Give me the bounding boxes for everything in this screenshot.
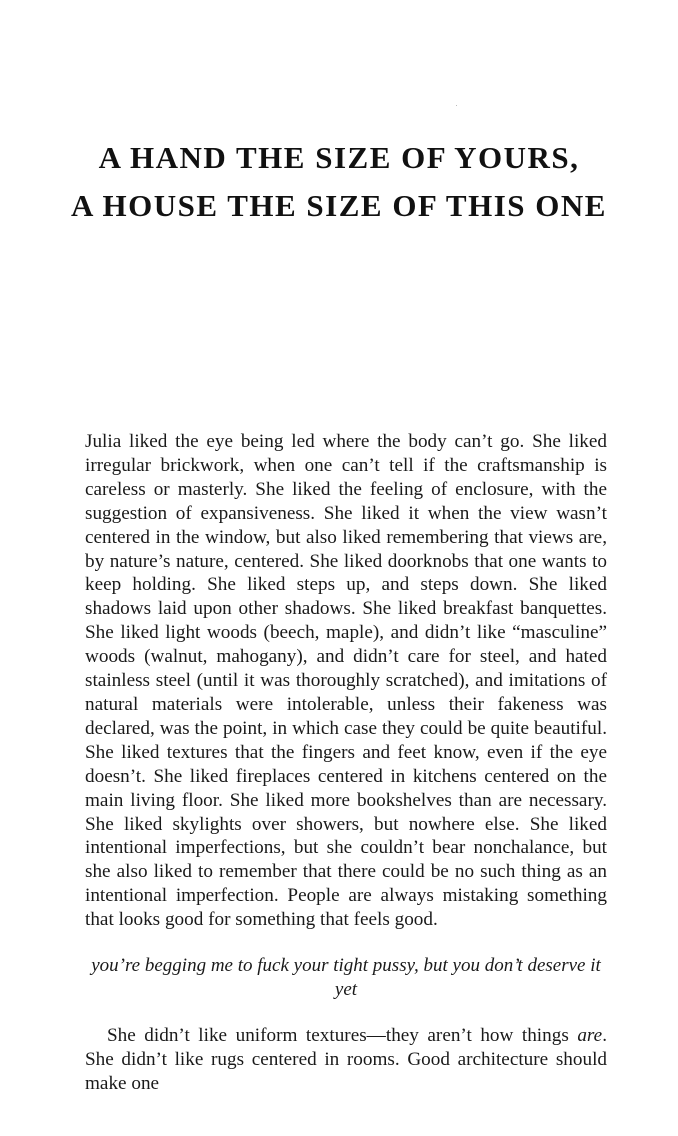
body-paragraph-1: Julia liked the eye being led where the body can’t go. She liked irregular brickwork, when one can’t tell if the craftsmanship is careless or masterly. She liked the feeling of enclosure, with the suggestion of expansiveness. She liked it when the view wasn’t centered in the window, but also liked remembering that views are, by nature’s nature, centered. She liked doorknobs that one wants to keep holding. She liked steps up, and steps down. She liked shadows laid upon other shadows. She liked breakfast banquettes. She liked light woods (beech, maple), and didn’t like “masculine” woods (walnut, mahogany), and didn’t care for steel, and hated stainless steel (until it was thoroughly scratched), and imitations of natural materials were intolerable, unless their fakeness was declared, was the point, in which case they could be quite beautiful. She liked textures that the fingers and feet know, even if the eye doesn’t. She liked fireplaces centered in kitchens centered on the main living floor. She liked more bookshelves than are necessary. She liked skylights over showers, but nowhere else. She liked intentional imperfections, but she couldn’t bear nonchalance, but she also liked to remember that there could be no such thing as an intentional imperfection. People are always mistaking something that looks good for something that feels good. bbox=[85, 431, 607, 931]
chapter-title-line-2: A HOUSE THE SIZE OF THIS ONE bbox=[71, 188, 607, 223]
chapter-title-line-1: A HAND THE SIZE OF YOURS, bbox=[98, 140, 580, 175]
paragraph-2-emphasis: are bbox=[577, 1025, 603, 1047]
paragraph-2-rest: . She didn’t like rugs centered in rooms. Good architecture should make one bbox=[85, 1025, 607, 1094]
chapter-title bbox=[0, 134, 678, 230]
scan-speck bbox=[456, 105, 457, 106]
italic-interjection: you’re begging me to fuck your tight pussy, but you don’t deserve it yet bbox=[91, 955, 601, 1001]
paragraph-2-start: She didn’t like uniform textures—they aren’t how things bbox=[107, 1025, 578, 1047]
